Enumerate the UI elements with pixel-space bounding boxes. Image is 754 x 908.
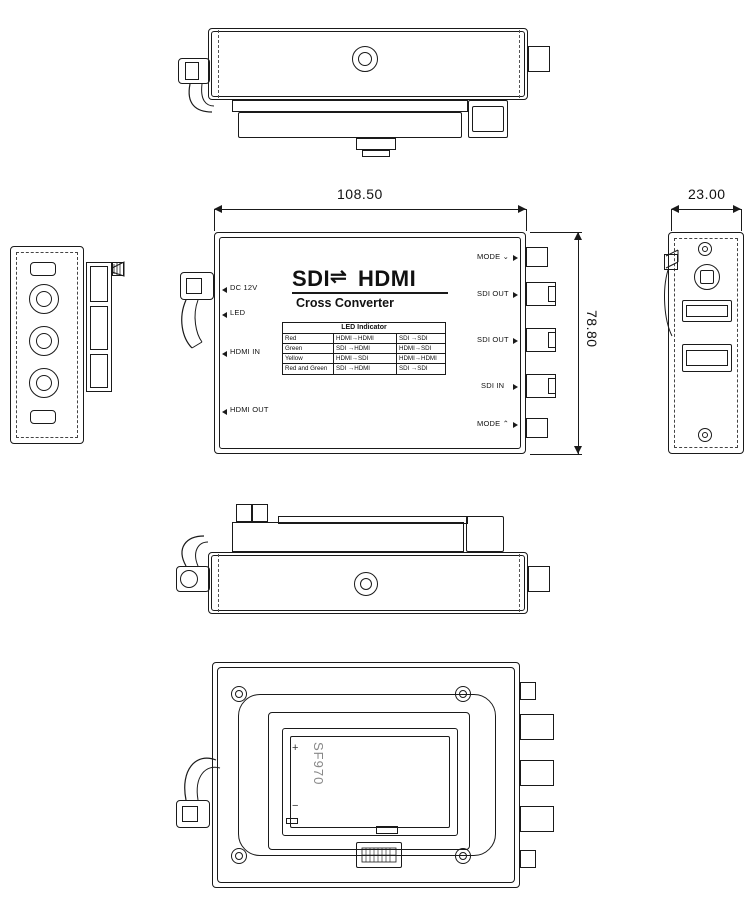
battery-minus-symbol: −	[292, 800, 299, 812]
port-label-mode-down: MODE ⌄	[477, 252, 510, 261]
led-color: Green	[283, 344, 334, 354]
port-label-led: LED	[230, 308, 246, 317]
rear-bnc-1	[520, 714, 554, 740]
brand-title-arrows: ⇌	[330, 266, 348, 288]
brand-title-sdi: SDI	[292, 266, 331, 291]
rear-bnc-2	[520, 760, 554, 786]
led-mode-a: HDMI→HDMI	[334, 334, 397, 344]
led-mode-b: SDI →SDI	[397, 334, 446, 344]
battery-plus-symbol: +	[292, 742, 299, 754]
port-label-hdmi-out: HDMI OUT	[230, 405, 269, 414]
led-mode-b: SDI →SDI	[397, 364, 446, 374]
port-label-mode-up: MODE ⌃	[477, 419, 510, 428]
dim-depth-value: 23.00	[688, 186, 726, 202]
port-label-dc12v: DC 12V	[230, 283, 258, 292]
led-mode-a: SDI →HDMI	[334, 344, 397, 354]
led-mode-a: SDI →HDMI	[334, 364, 397, 374]
dim-height-value: 78.80	[584, 310, 600, 348]
port-label-hdmi-in: HDMI IN	[230, 347, 261, 356]
battery-model-label: SF970	[311, 742, 326, 786]
brand-subtitle: Cross Converter	[296, 296, 394, 310]
led-color: Red and Green	[283, 364, 334, 374]
rear-right-tab-bottom	[520, 850, 536, 868]
led-mode-a: HDMI→SDI	[334, 354, 397, 364]
port-label-sdi-in: SDI IN	[481, 381, 505, 390]
led-table-title: LED Indicator	[283, 323, 446, 334]
led-mode-b: HDMI→SDI	[397, 344, 446, 354]
brand-title-hdmi: HDMI	[358, 266, 417, 291]
rear-right-tab-top	[520, 682, 536, 700]
led-color: Yellow	[283, 354, 334, 364]
led-color: Red	[283, 334, 334, 344]
rear-bnc-3	[520, 806, 554, 832]
port-label-sdi-out-1: SDI OUT	[477, 289, 509, 298]
port-label-sdi-out-2: SDI OUT	[477, 335, 509, 344]
dim-width-value: 108.50	[337, 186, 383, 202]
led-mode-b: HDMI→HDMI	[397, 354, 446, 364]
